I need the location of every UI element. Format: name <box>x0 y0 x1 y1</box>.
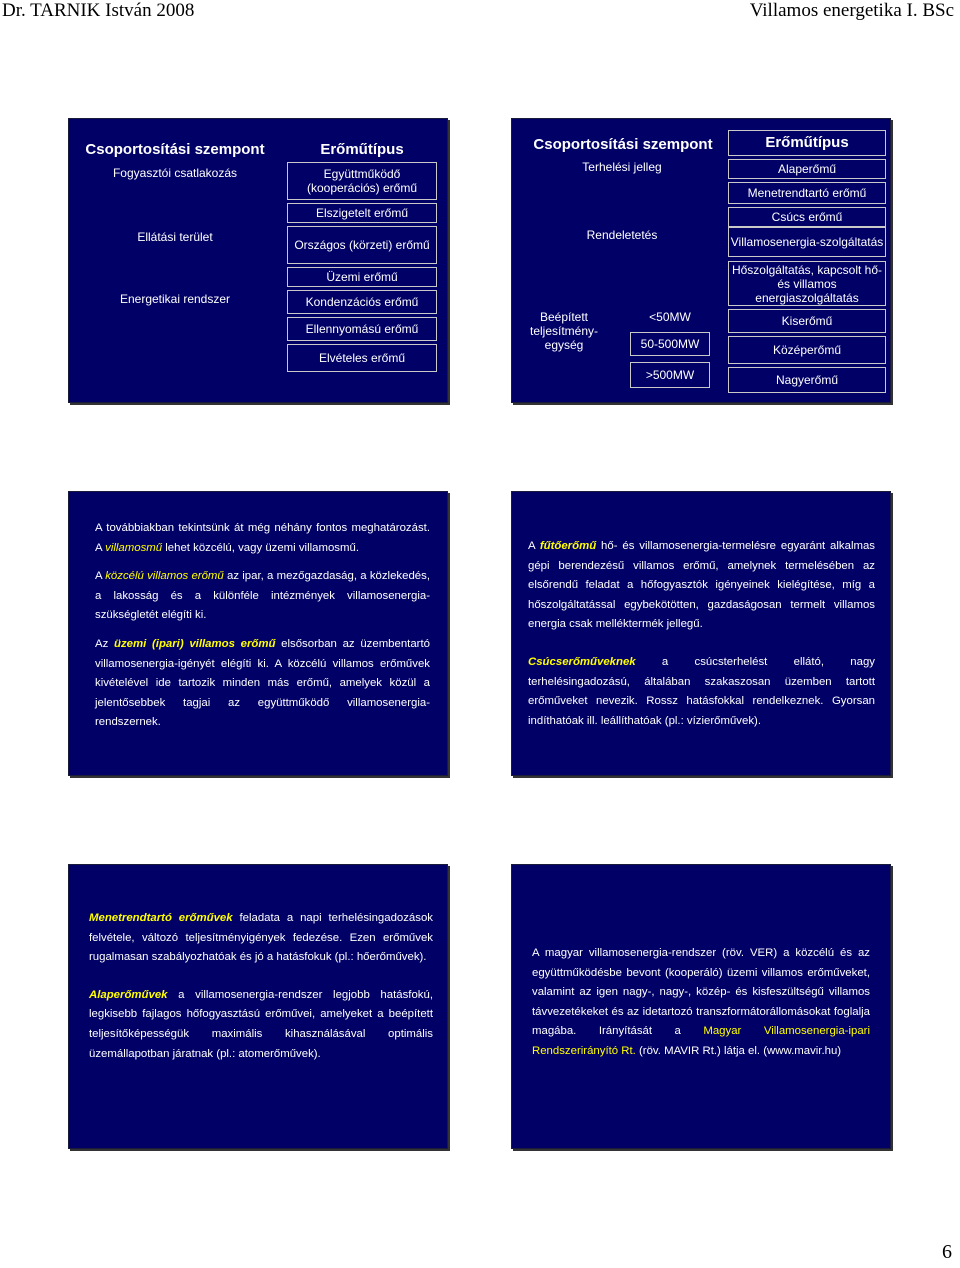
type-condensing: Kondenzációs erőmű <box>287 290 437 314</box>
header-plant-type: Erőműtípus <box>320 141 404 158</box>
power-medium: 50-500MW <box>630 332 710 356</box>
type-industrial: Üzemi erőmű <box>287 267 437 287</box>
header-grouping: Csoportosítási szempont <box>533 136 713 153</box>
header-plant-type: Erőműtípus <box>728 130 886 156</box>
paragraph-heating-plant: A fűtőerőmű hő- és villamosenergia-termelésre egyaránt alkalmas gépi berendezésű villamos erőmű, amelynek termelésében az elsőrendű feladat a hőfogyasztók igényeinek kielégítése, míg a hőszolgáltatással egybekötötten, gazdaságosan termelt villamos energia csak melléktermék jellegű. <box>528 540 876 631</box>
group-supply-area: Ellátási terület <box>137 230 213 244</box>
group-load-type: Terhelési jelleg <box>582 160 662 174</box>
paragraph-industrial-plant: Az üzemi (ipari) villamos erőmű elsősorban az üzembentartó villamosenergia-igényét elégíti ki. A közcélú villamos erőművek kivételével ide tartozik minden más erőmű, amelyek közül a jelentősebbek tagjai az együttműködő villamosenergia-rendszernek. <box>95 637 430 729</box>
slide-5-text <box>89 909 433 1073</box>
power-small: <50MW <box>649 310 691 324</box>
paragraph-definitions: A továbbiakban tekintsünk át még néhány fontos meghatározást. A villamosmű lehet közcélú, vagy üzemi villamosmű. <box>95 522 430 554</box>
type-medium-plant: Középerőmű <box>728 336 886 364</box>
type-large-plant: Nagyerőmű <box>728 367 886 393</box>
page-number: 6 <box>942 1241 952 1263</box>
slide-2 <box>511 118 891 403</box>
type-base-load: Alaperőmű <box>728 159 886 179</box>
paragraph-base-load: Alaperőművek a villamosenergia-rendszer legjobb hatásfokú, legkisebb fajlagos hőfogyasztású erőművei, amelyeket a beépített teljesítőképességük maximális kihasználásával optimális üzemállapotban járatnak (pl.: atomerőművek). <box>89 988 433 1060</box>
type-small-plant: Kiserőmű <box>728 309 886 333</box>
group-energy-system: Energetikai rendszer <box>119 292 231 306</box>
slide-5 <box>68 864 448 1149</box>
group-purpose: Rendeletetés <box>586 228 658 242</box>
power-large: >500MW <box>630 362 710 388</box>
paragraph-public-plant: A közcélú villamos erőmű az ipar, a mezőgazdaság, a közlekedés, a lakosság és a különféle intézmények villamosenergia-szükségletét elégíti ki. <box>95 570 430 622</box>
page-header <box>0 0 960 24</box>
type-cooperative: Együttműködő (kooperációs) erőmű <box>287 162 437 200</box>
header-author: Dr. TARNIK István 2008 <box>2 0 195 21</box>
slide-1 <box>68 118 448 403</box>
header-course: Villamos energetika I. BSc <box>749 0 954 21</box>
paragraph-hungarian-system: A magyar villamosenergia-rendszer (röv. VER) a közcélú és az együttműködésbe bevont (kooperáló) üzemi villamos erőműveket, valamint az igen nagy-, nagy-, közép- és kisfeszültségű villamos távvezetékeket és az idetartozó transzformátorállomásokat foglalja magába. Irányítását a Magyar Villamosenergia-ipari Rendszerirányító Rt. (röv. MAVIR Rt.) látja el. (www.mavir.hu) <box>532 947 870 1057</box>
type-isolated: Elszigetelt erőmű <box>287 203 437 223</box>
type-heat-supply: Hőszolgáltatás, kapcsolt hő- és villamos energiaszolgáltatás <box>728 261 886 306</box>
paragraph-peak-plant: Csúcserőműveknek a csúcsterhelést ellátó, nagy terhelésingadozású, általában szakaszosan üzemben tartott erőműveket nevezik. Rossz hatásfokkal rendelkeznek. Gyorsan indíthatóak ill. leállíthatóak (pl.: vízierőművek). <box>528 655 875 727</box>
slide-3 <box>68 491 448 776</box>
slide-6-text <box>532 944 870 1071</box>
type-national: Országos (körzeti) erőmű <box>287 226 437 264</box>
paragraph-load-following: Menetrendtartó erőművek feladata a napi terhelésingadozások felvétele, változó teljesítményigények fedezése. Ezen erőművek rugalmasan szabályozhatóak és jó a hatásfokuk (pl.: hőerőművek). <box>89 912 433 964</box>
slide-6 <box>511 864 891 1149</box>
group-consumer-connection: Fogyasztói csatlakozás <box>112 166 238 180</box>
group-installed-capacity: Beépített teljesítmény-egység <box>529 310 599 352</box>
type-backpressure: Ellennyomású erőmű <box>287 317 437 341</box>
slide-3-text <box>95 519 430 742</box>
type-peak: Csúcs erőmű <box>728 207 886 227</box>
type-extraction: Elvételes erőmű <box>287 344 437 372</box>
type-load-following: Menetrendtartó erőmű <box>728 182 886 204</box>
type-electricity-supply: Villamosenergia-szolgáltatás <box>728 227 886 257</box>
slide-4 <box>511 491 891 776</box>
header-grouping: Csoportosítási szempont <box>85 141 265 158</box>
slide-4-text <box>528 537 875 740</box>
